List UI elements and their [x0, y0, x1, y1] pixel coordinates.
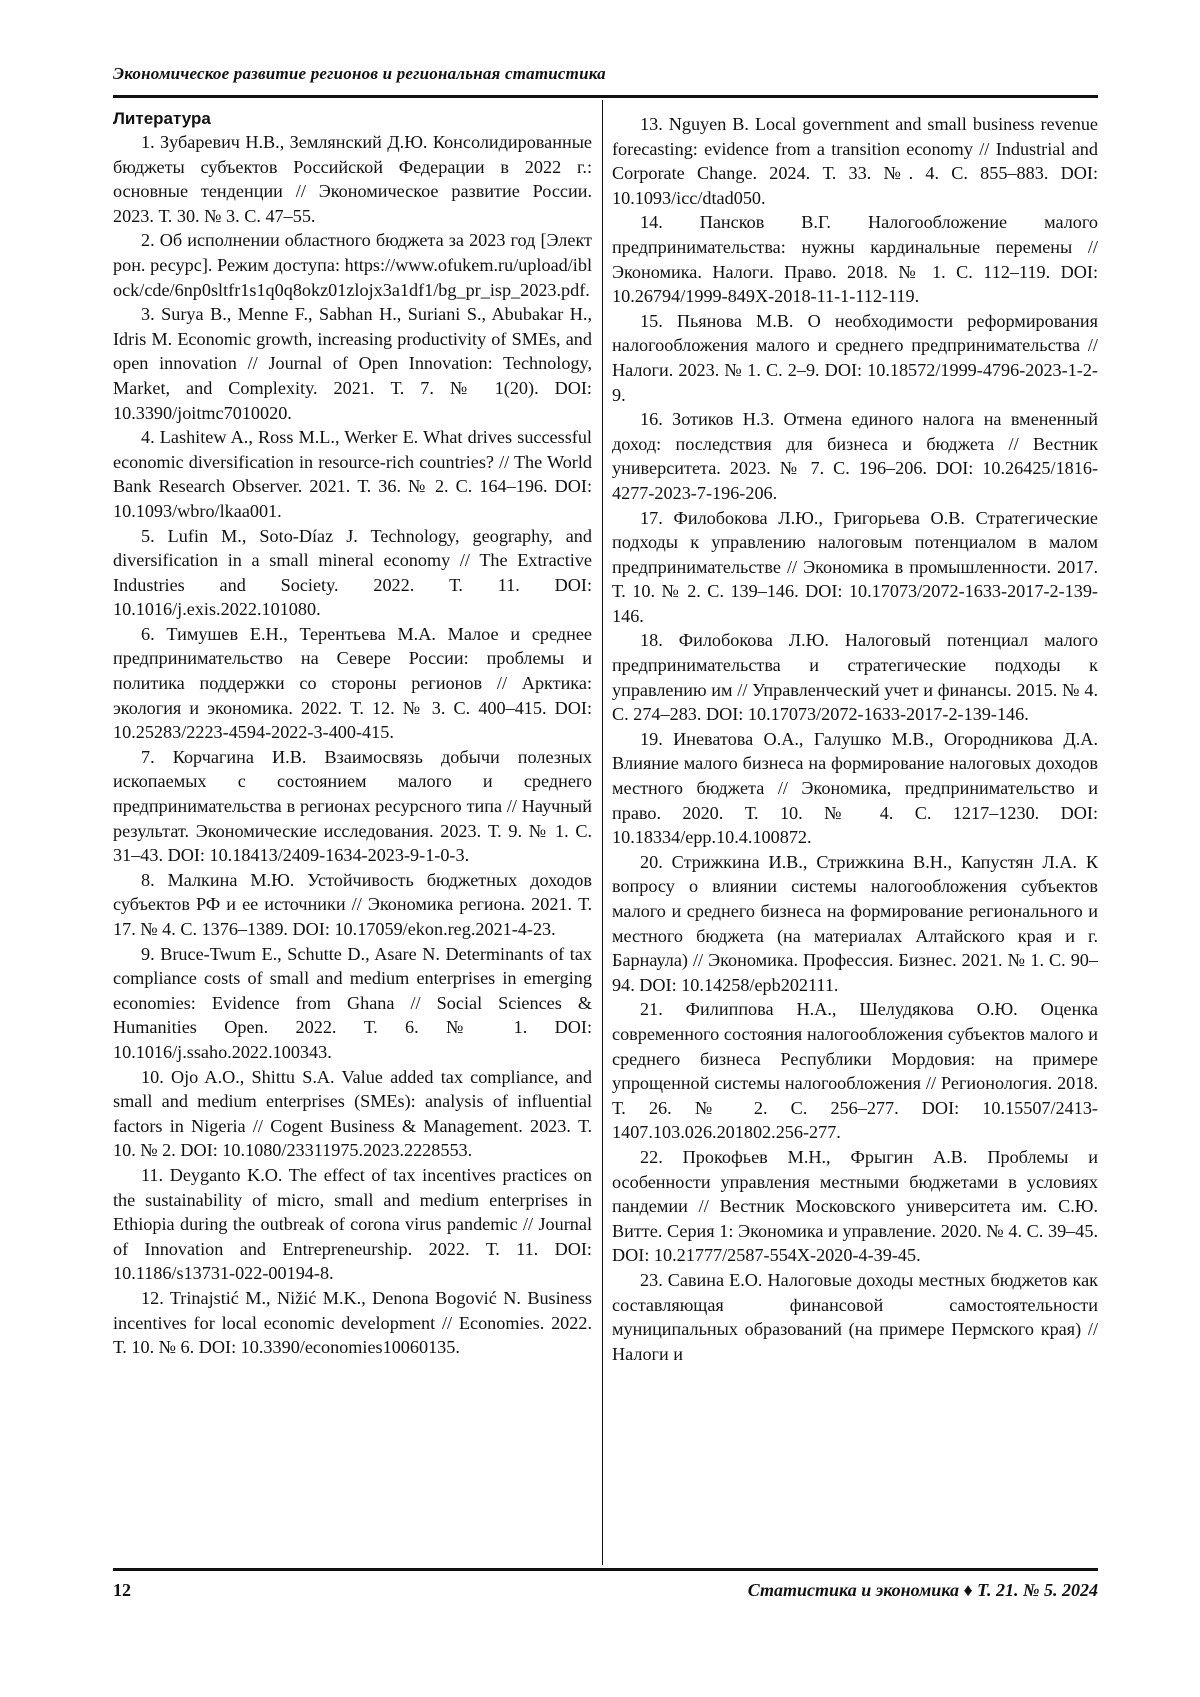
reference-item: 13. Nguyen B. Local government and small business revenue forecasting: evidence from a transition economy // Industrial and Corporate Change. 2024. Т. 33. №. 4. С. 855–883. DOI: 10.1093/icc/dtad050. — [612, 112, 1098, 210]
reference-item: 1. Зубаревич Н.В., Землянский Д.Ю. Консолидированные бюджеты субъектов Российской Федерации в 2022 г.: основные тенденции // Экономическое развитие России. 2023. Т. 30. № 3. С. 47–55. — [113, 130, 592, 228]
reference-item: 10. Ojo A.O., Shittu S.A. Value added tax compliance, and small and medium enterprises (SMEs): analysis of influential factors in Nigeria // Cogent Business & Management. 2023. Т. 10. № 2. DOI: 10.1080/23311975.2023.2228553. — [113, 1065, 592, 1163]
reference-item: 17. Филобокова Л.Ю., Григорьева О.В. Стратегические подходы к управлению налоговым потенциалом в малом предпринимательстве // Экономика в промышленности. 2017. Т. 10. № 2. С. 139–146. DOI: 10.17073/2072-1633-2017-2-139-146. — [612, 506, 1098, 629]
reference-item: 16. Зотиков Н.З. Отмена единого налога на вмененный доход: последствия для бизнеса и бюджета // Вестник университета. 2023. № 7. С. 196–206. DOI: 10.26425/1816-4277-2023-7-196-206. — [612, 407, 1098, 505]
reference-item: 23. Савина Е.О. Налоговые доходы местных бюджетов как составляющая финансовой самостоятельности муниципальных образований (на примере Пермского края) // Налоги и — [612, 1268, 1098, 1366]
header-rule — [113, 95, 1098, 98]
reference-item: 3. Surya B., Menne F., Sabhan H., Suriani S., Abubakar H., Idris M. Economic growth, increasing productivity of SMEs, and open innovation // Journal of Open Innovation: Technology, Market, and Complexity. 2021. Т. 7. № 1(20). DOI: 10.3390/joitmc7010020. — [113, 302, 592, 425]
page-number: 12 — [113, 1580, 131, 1601]
reference-item: 5. Lufin M., Soto-Díaz J. Technology, geography, and diversification in a small mineral economy // The Extractive Industries and Society. 2022. Т. 11. DOI: 10.1016/j.exis.2022.101080. — [113, 524, 592, 622]
reference-item: 20. Стрижкина И.В., Стрижкина В.Н., Капустян Л.А. К вопросу о влиянии системы налогообложения субъектов малого и среднего бизнеса на формирование регионального и местного бюджета (на материалах Алтайского края и г. Барнаула) // Экономика. Профессия. Бизнес. 2021. № 1. С. 90–94. DOI: 10.14258/epb202111. — [612, 850, 1098, 998]
reference-item: 9. Bruce-Twum E., Schutte D., Asare N. Determinants of tax compliance costs of small and medium enterprises in emerging economies: Evidence from Ghana // Social Sciences & Humanities Open. 2022. Т. 6. № 1. DOI: 10.1016/j.ssaho.2022.100343. — [113, 942, 592, 1065]
reference-item: 18. Филобокова Л.Ю. Налоговый потенциал малого предпринимательства и стратегические подходы к управлению им // Управленческий учет и финансы. 2015. № 4. С. 274–283. DOI: 10.17073/2072-1633-2017-2-139-146. — [612, 628, 1098, 726]
footer-rule — [113, 1568, 1098, 1571]
reference-item: 2. Об исполнении областного бюджета за 2023 год [Электрон. ресурс]. Режим доступа: https://www.ofukem.ru/upload/iblock/cde/6np0sltfr1s1q0q8okz01zlojx3a1df1/bg_pr_isp_2023.pdf. — [113, 228, 592, 302]
section-heading: Литература — [113, 108, 592, 130]
reference-item: 12. Trinajstić M., Nižić M.K., Denona Bogović N. Business incentives for local economic development // Economies. 2022. Т. 10. № 6. DOI: 10.3390/economies10060135. — [113, 1286, 592, 1360]
reference-item: 22. Прокофьев М.Н., Фрыгин А.В. Проблемы и особенности управления местными бюджетами в условиях пандемии // Вестник Московского университета им. С.Ю. Витте. Серия 1: Экономика и управление. 2020. № 4. С. 39–45. DOI: 10.21777/2587-554X-2020-4-39-45. — [612, 1145, 1098, 1268]
reference-item: 7. Корчагина И.В. Взаимосвязь добычи полезных ископаемых с состоянием малого и среднего предпринимательства в регионах ресурсного типа // Научный результат. Экономические исследования. 2023. Т. 9. № 1. С. 31–43. DOI: 10.18413/2409-1634-2023-9-1-0-3. — [113, 745, 592, 868]
references-column-left — [113, 108, 592, 1360]
running-header-title: Экономическое развитие регионов и региональная статистика — [113, 64, 1098, 84]
column-divider — [602, 100, 603, 1565]
reference-item: 4. Lashitew A., Ross M.L., Werker E. What drives successful economic diversification in resource-rich countries? // The World Bank Research Observer. 2021. Т. 36. № 2. С. 164–196. DOI: 10.1093/wbro/lkaa001. — [113, 425, 592, 523]
reference-item: 8. Малкина М.Ю. Устойчивость бюджетных доходов субъектов РФ и ее источники // Экономика региона. 2021. Т. 17. № 4. С. 1376–1389. DOI: 10.17059/ekon.reg.2021-4-23. — [113, 868, 592, 942]
reference-item: 19. Иневатова О.А., Галушко М.В., Огородникова Д.А. Влияние малого бизнеса на формирование налоговых доходов местного бюджета // Экономика, предпринимательство и право. 2020. Т. 10. № 4. С. 1217–1230. DOI: 10.18334/epp.10.4.100872. — [612, 727, 1098, 850]
reference-item: 14. Пансков В.Г. Налогообложение малого предпринимательства: нужны кардинальные перемены // Экономика. Налоги. Право. 2018. № 1. С. 112–119. DOI: 10.26794/1999-849X-2018-11-1-112-119. — [612, 210, 1098, 308]
reference-item: 6. Тимушев Е.Н., Терентьева М.А. Малое и среднее предпринимательство на Севере России: проблемы и политика поддержки со стороны регионов // Арктика: экология и экономика. 2022. Т. 12. № 3. С. 400–415. DOI: 10.25283/2223-4594-2022-3-400-415. — [113, 622, 592, 745]
reference-item: 11. Deyganto K.O. The effect of tax incentives practices on the sustainability of micro, small and medium enterprises in Ethiopia during the outbreak of corona virus pandemic // Journal of Innovation and Entrepreneurship. 2022. Т. 11. DOI: 10.1186/s13731-022-00194-8. — [113, 1163, 592, 1286]
reference-item: 21. Филиппова Н.А., Шелудякова О.Ю. Оценка современного состояния налогообложения субъектов малого и среднего бизнеса Республики Мордовия: на примере упрощенной системы налогообложения // Регионология. 2018. Т. 26. № 2. С. 256–277. DOI: 10.15507/2413-1407.103.026.201802.256-277. — [612, 997, 1098, 1145]
footer-journal-info: Статистика и экономика ♦ Т. 21. № 5. 2024 — [748, 1580, 1098, 1601]
references-column-right — [612, 112, 1098, 1366]
reference-item: 15. Пьянова М.В. О необходимости реформирования налогообложения малого и среднего предпринимательства // Налоги. 2023. № 1. С. 2–9. DOI: 10.18572/1999-4796-2023-1-2-9. — [612, 309, 1098, 407]
